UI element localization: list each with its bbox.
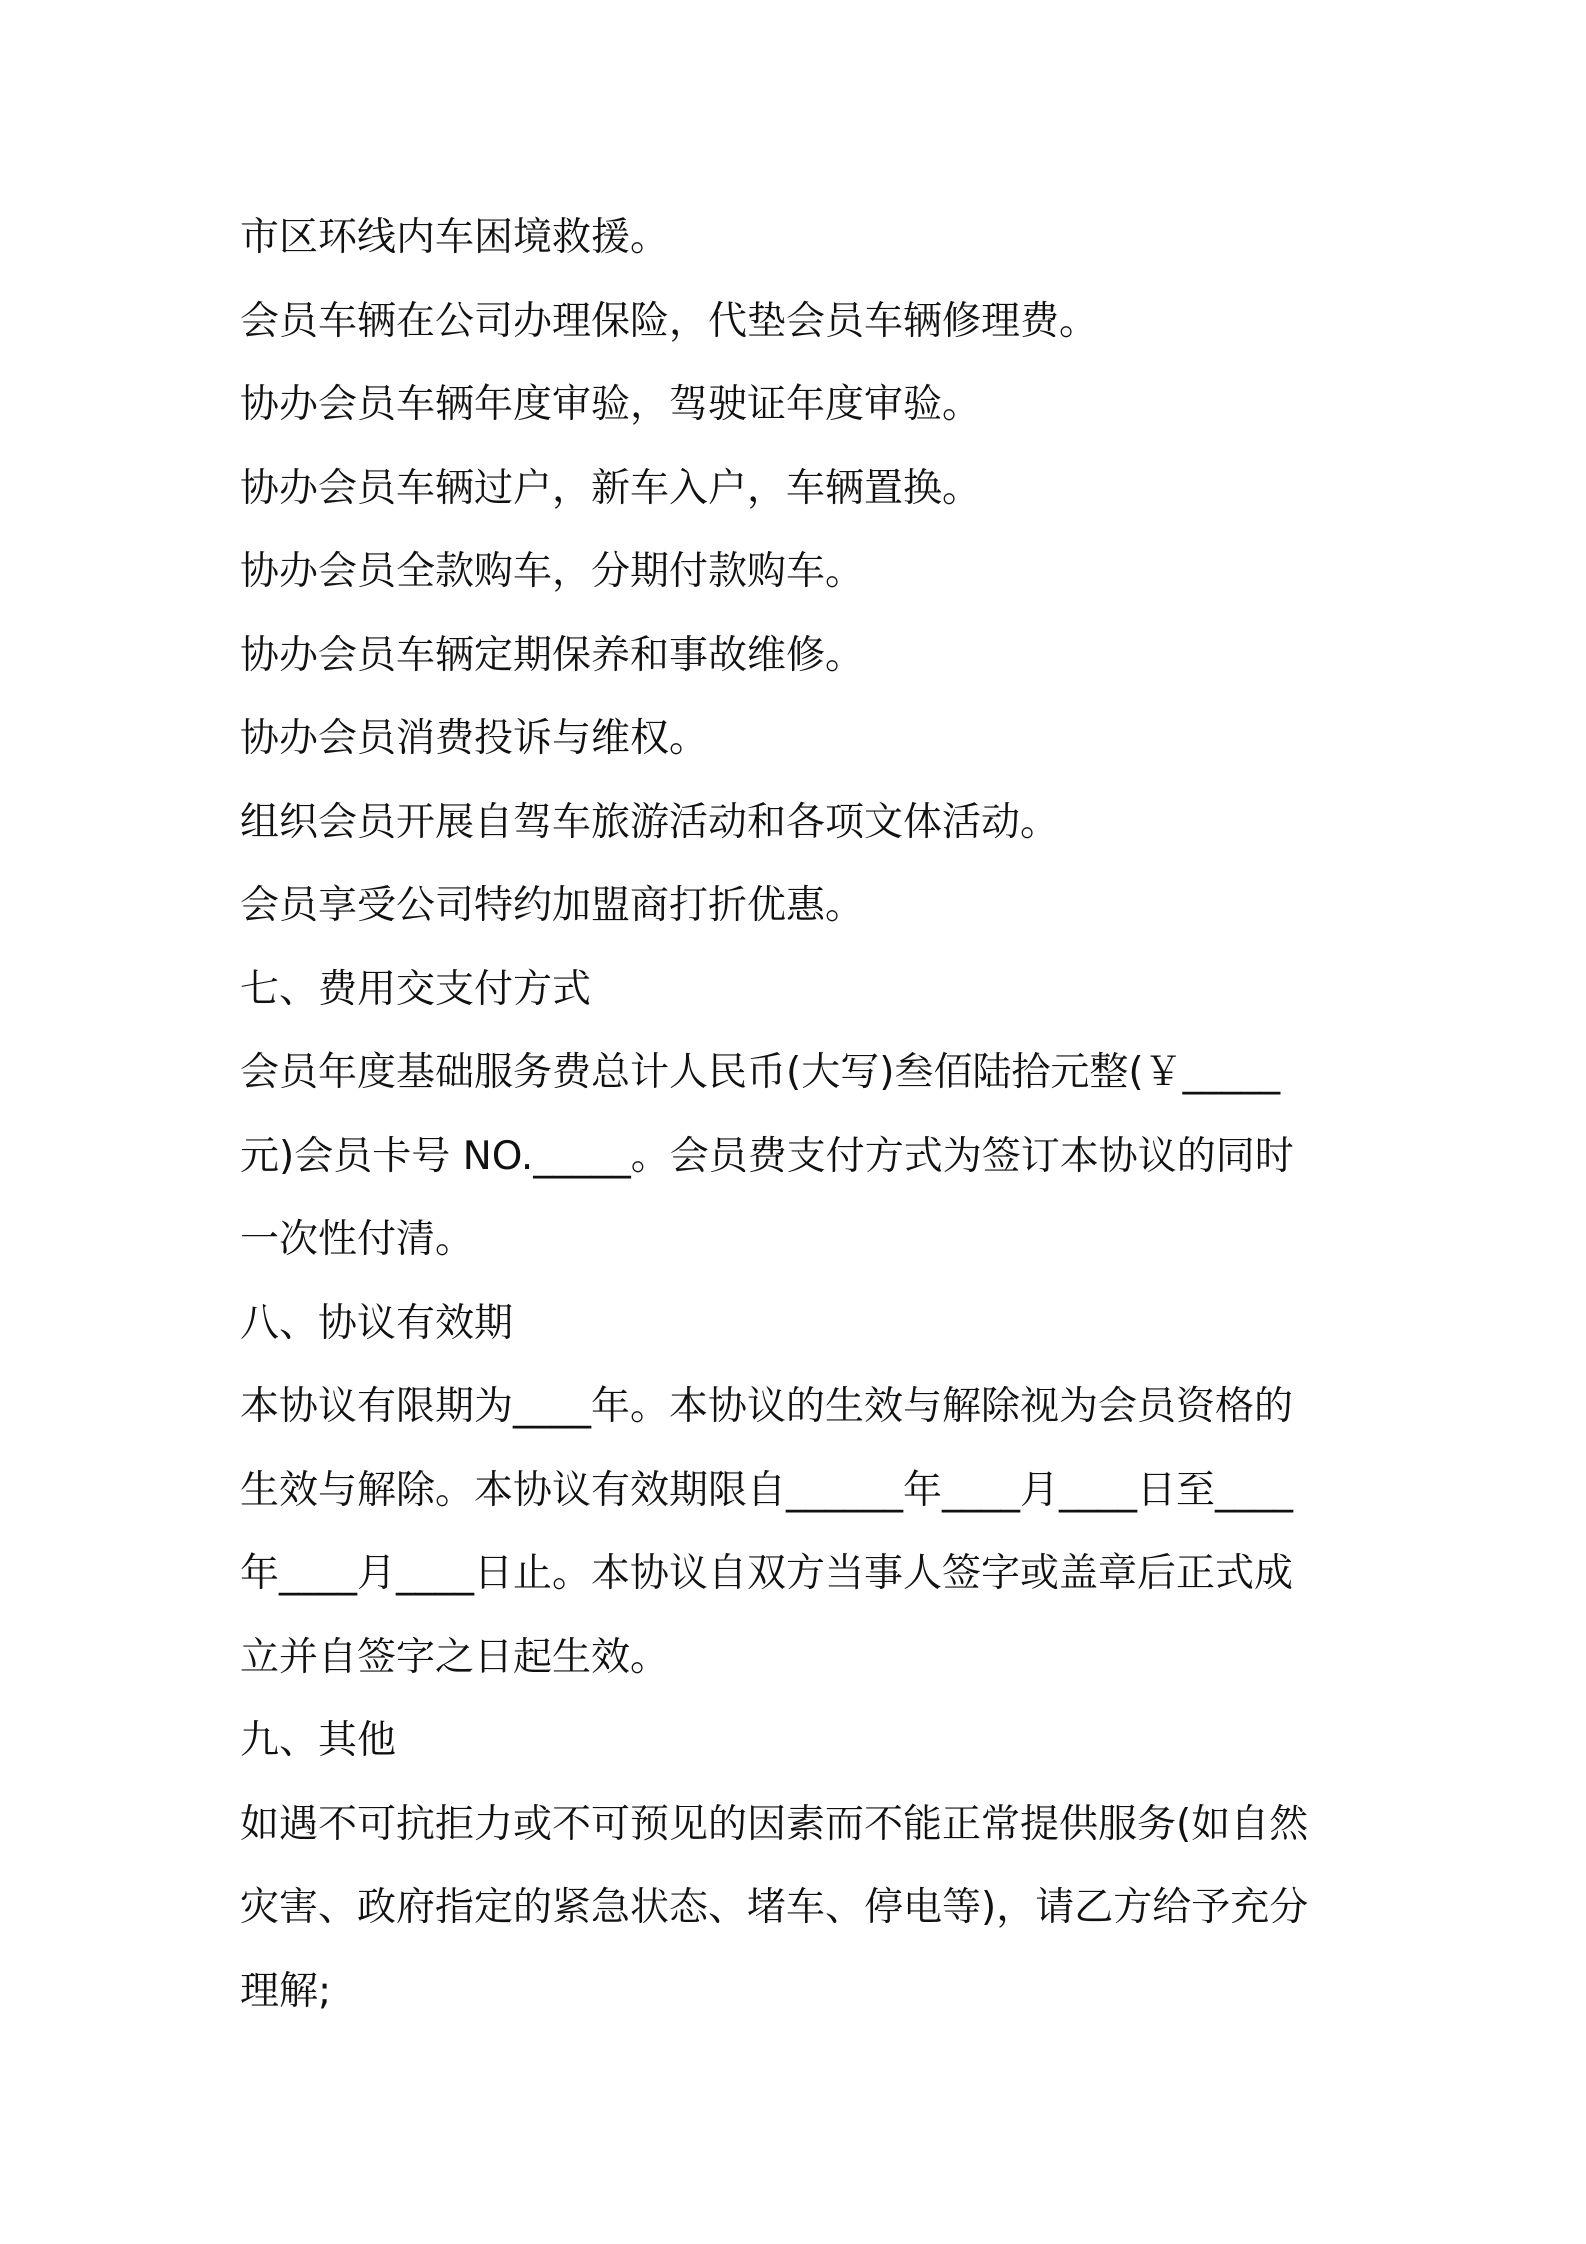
validity-paragraph-line: 本协议有限期为____年。本协议的生效与解除视为会员资格的 <box>240 1384 1294 1429</box>
validity-paragraph-line: 年____月____日止。本协议自双方当事人签字或盖章后正式成 <box>240 1551 1294 1596</box>
document-body <box>240 196 1360 2033</box>
service-item-purchase: 协办会员全款购车，分期付款购车。 <box>240 549 865 594</box>
payment-paragraph-line: 元)会员卡号 NO._____。会员费支付方式为签订本协议的同时 <box>240 1133 1294 1179</box>
validity-paragraph-line: 立并自签字之日起生效。 <box>240 1634 670 1680</box>
service-item-discount: 会员享受公司特约加盟商打折优惠。 <box>240 883 865 928</box>
section-heading-payment: 七、费用交支付方式 <box>240 966 592 1012</box>
section-heading-validity: 八、协议有效期 <box>240 1300 514 1346</box>
service-item-rescue: 市区环线内车困境救援。 <box>240 215 670 260</box>
service-item-activities: 组织会员开展自驾车旅游活动和各项文体活动。 <box>240 799 1060 845</box>
section-heading-other: 九、其他 <box>240 1718 397 1763</box>
service-item-inspection: 协办会员车辆年度审验，驾驶证年度审验。 <box>240 382 982 427</box>
payment-paragraph-line: 一次性付清。 <box>240 1217 475 1262</box>
payment-paragraph-line: 会员年度基础服务费总计人民币(大写)叁佰陆拾元整(￥_____ <box>240 1050 1281 1095</box>
other-paragraph-line: 灾害、政府指定的紧急状态、堵车、停电等)，请乙方给予充分 <box>240 1885 1309 1930</box>
service-item-transfer: 协办会员车辆过户，新车入户，车辆置换。 <box>240 465 982 511</box>
service-item-insurance: 会员车辆在公司办理保险，代垫会员车辆修理费。 <box>240 298 1099 344</box>
other-paragraph-line: 理解; <box>240 1968 332 2014</box>
service-item-maintenance: 协办会员车辆定期保养和事故维修。 <box>240 632 865 678</box>
other-paragraph-line: 如遇不可抗拒力或不可预见的因素而不能正常提供服务(如自然 <box>240 1801 1309 1847</box>
validity-paragraph-line: 生效与解除。本协议有效期限自______年____月____日至____ <box>240 1467 1294 1513</box>
service-item-complaint: 协办会员消费投诉与维权。 <box>240 716 709 761</box>
